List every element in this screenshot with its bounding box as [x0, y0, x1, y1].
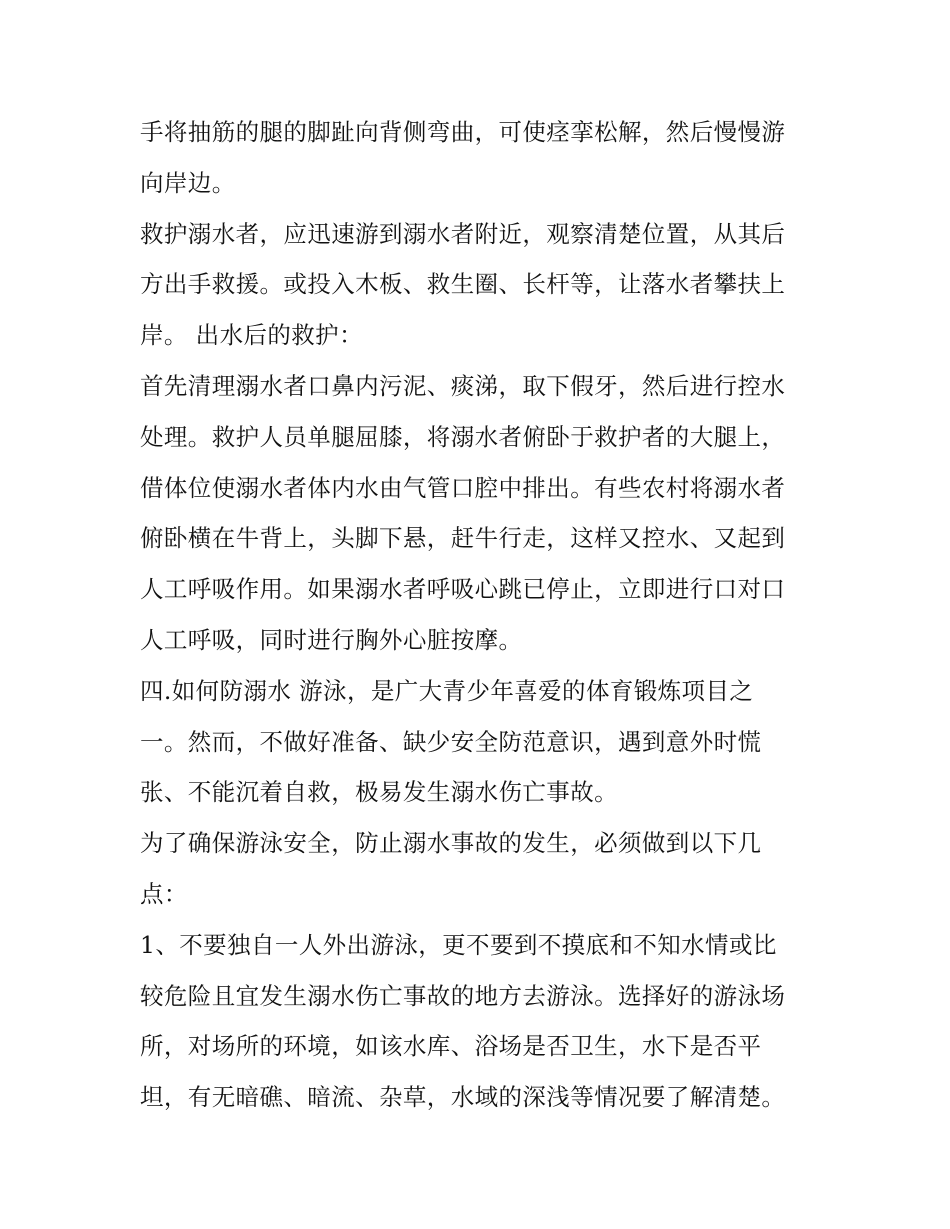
text-line: 点：	[140, 879, 188, 908]
text-line: 俯卧横在牛背上，头脚下悬，赶牛行走，这样又控水、又起到	[140, 524, 786, 553]
list-item-line: 1、不要独自一人外出游泳，更不要到不摸底和不知水情或比	[140, 930, 777, 959]
text-line: 为了确保游泳安全，防止溺水事故的发生，必须做到以下几	[140, 829, 762, 858]
text-line: 首先清理溺水者口鼻内污泥、痰涕，取下假牙，然后进行控水	[140, 371, 786, 400]
text-line: 张、不能沉着自救，极易发生溺水伤亡事故。	[140, 778, 618, 807]
text-line: 手将抽筋的腿的脚趾向背侧弯曲，可使痉挛松解，然后慢慢游	[140, 118, 786, 146]
text-line: 人工呼吸，同时进行胸外心脏按摩。	[140, 625, 523, 654]
text-line: 人工呼吸作用。如果溺水者呼吸心跳已停止，立即进行口对口	[140, 575, 786, 604]
text-line: 一。然而，不做好准备、缺少安全防范意识，遇到意外时慌	[140, 727, 762, 756]
text-line: 较危险且宜发生溺水伤亡事故的地方去游泳。选择好的游泳场	[140, 981, 786, 1010]
text-line: 方出手救援。或投入木板、救生圈、长杆等，让落水者攀扶上	[140, 270, 786, 299]
text-line: 岸。 出水后的救护：	[140, 321, 363, 350]
text-line: 坦，有无暗礁、暗流、杂草，水域的深浅等情况要了解清楚。	[140, 1083, 786, 1112]
text-line: 所，对场所的环境，如该水库、浴场是否卫生，水下是否平	[140, 1032, 762, 1061]
text-line: 向岸边。	[140, 168, 236, 197]
text-line: 处理。救护人员单腿屈膝，将溺水者俯卧于救护者的大腿上，	[140, 422, 786, 451]
text-line: 救护溺水者，应迅速游到溺水者附近，观察清楚位置，从其后	[140, 219, 786, 248]
document-body	[140, 107, 820, 1123]
text-line: 借体位使溺水者体内水由气管口腔中排出。有些农村将溺水者	[140, 473, 786, 502]
section-heading-line: 四.如何防溺水 游泳，是广大青少年喜爱的体育锻炼项目之	[140, 676, 754, 705]
